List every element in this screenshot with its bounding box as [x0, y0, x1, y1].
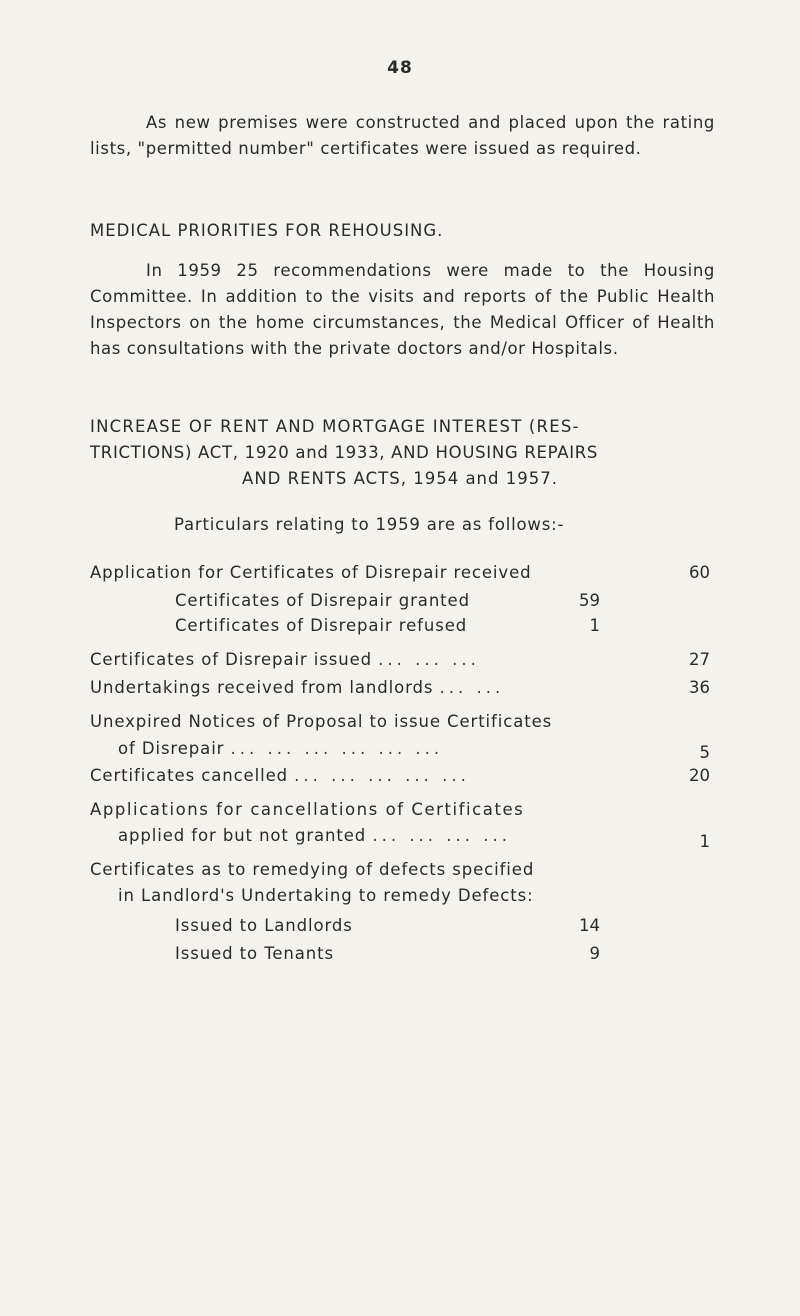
- row-issued: [90, 648, 480, 672]
- dot-leader: ... ...: [439, 678, 505, 697]
- row-cancel-apps: [118, 824, 511, 848]
- row-undertakings-label: Undertakings received from landlords: [90, 678, 434, 697]
- row-remedy-line2: in Landlord's Undertaking to remedy Defects:: [118, 886, 534, 905]
- medical-priorities-paragraph: [90, 258, 715, 362]
- row-granted-label: Certificates of Disrepair granted: [175, 591, 470, 610]
- dot-leader: ... ... ...: [378, 650, 480, 669]
- row-applications-received-label: Application for Certificates of Disrepair received: [90, 563, 532, 582]
- dot-leader: ... ... ... ... ... ...: [230, 739, 444, 758]
- dot-leader: ... ... ... ...: [372, 826, 512, 845]
- row-cancelled-label: Certificates cancelled: [90, 766, 289, 785]
- row-unexpired-line1: Unexpired Notices of Proposal to issue Certificates: [90, 712, 553, 731]
- section-heading-medical-priorities: MEDICAL PRIORITIES FOR REHOUSING.: [90, 221, 444, 240]
- dot-leader: ... ... ... ... ...: [294, 766, 470, 785]
- row-cancel-apps-label: applied for but not granted: [118, 826, 367, 845]
- row-cancelled: [90, 764, 470, 788]
- intro-paragraph: [90, 110, 715, 162]
- section-heading-rent-acts-line3: AND RENTS ACTS, 1954 and 1957.: [242, 469, 558, 488]
- row-refused-value: 1: [589, 616, 600, 635]
- row-cancel-apps-line1: Applications for cancellations of Certificates: [90, 800, 525, 819]
- particulars-intro: Particulars relating to 1959 are as follows:-: [174, 515, 565, 534]
- row-refused-label: Certificates of Disrepair refused: [175, 616, 468, 635]
- row-to-landlords-label: Issued to Landlords: [175, 916, 353, 935]
- row-undertakings-value: 36: [689, 678, 710, 697]
- row-cancelled-value: 20: [689, 766, 710, 785]
- row-issued-value: 27: [689, 650, 710, 669]
- row-undertakings: [90, 676, 504, 700]
- page-number: 48: [387, 58, 413, 78]
- row-unexpired-value: 5: [699, 743, 710, 762]
- row-unexpired: [118, 737, 443, 761]
- section-heading-rent-acts-line2: TRICTIONS) ACT, 1920 and 1933, AND HOUSING REPAIRS: [90, 443, 599, 462]
- row-to-tenants-value: 9: [589, 944, 600, 963]
- row-cancel-apps-value: 1: [699, 832, 710, 851]
- medical-priorities-text: In 1959 25 recommendations were made to the Housing Committee. In addition to the visits and reports of the Public Health Inspectors on the home circumstances, the Medical Officer of Health has consultations with the private doctors and/or Hospitals.: [90, 261, 715, 358]
- intro-paragraph-text: As new premises were constructed and placed upon the rating lists, "permitted number" certificates were issued as required.: [90, 113, 715, 158]
- section-heading-rent-acts-line1: INCREASE OF RENT AND MORTGAGE INTEREST (RES-: [90, 417, 580, 436]
- row-issued-label: Certificates of Disrepair issued: [90, 650, 373, 669]
- row-granted-value: 59: [579, 591, 600, 610]
- row-unexpired-label: of Disrepair: [118, 739, 225, 758]
- row-to-landlords-value: 14: [579, 916, 600, 935]
- row-to-tenants-label: Issued to Tenants: [175, 944, 335, 963]
- row-remedy-line1: Certificates as to remedying of defects specified: [90, 860, 535, 879]
- row-applications-received-value: 60: [689, 563, 710, 582]
